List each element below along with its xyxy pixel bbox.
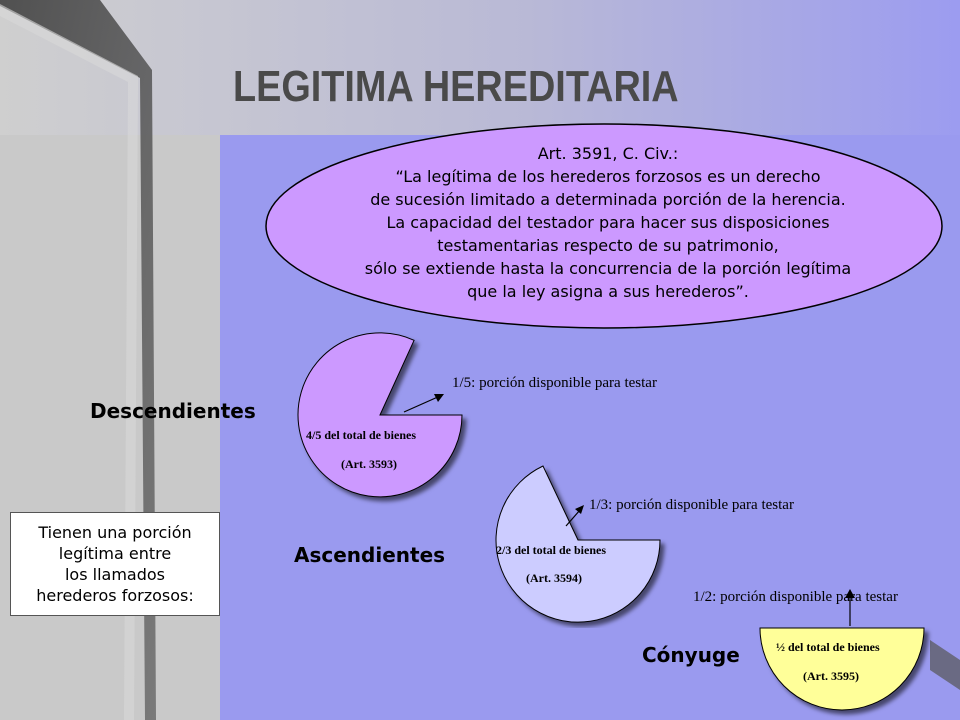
quote-line: “La legítima de los herederos forzosos es un derecho — [395, 167, 821, 186]
quote-line: que la ley asigna a sus herederos”. — [467, 282, 749, 301]
quote-line: Art. 3591, C. Civ.: — [537, 144, 679, 163]
ascendientes-heading: Ascendientes — [294, 543, 446, 567]
quote-line: testamentarias respecto de su patrimonio, — [437, 236, 779, 255]
descendientes-arrow-icon — [400, 388, 450, 418]
herederos-info-box — [10, 512, 220, 616]
ascendientes-article: (Art. 3594) — [526, 571, 582, 585]
quote-line: La capacidad del testador para hacer sus disposiciones — [386, 213, 830, 232]
quote-line: de sucesión limitado a determinada porción de la herencia. — [370, 190, 846, 209]
info-box-line: los llamados — [64, 565, 166, 584]
info-box-line: Tienen una porción — [38, 523, 192, 542]
ascendientes-inner-label: 2/3 del total de bienes — [496, 543, 606, 557]
conyuge-heading: Cónyuge — [642, 643, 740, 667]
quote-text — [270, 142, 946, 303]
descendientes-disponible-label: 1/5: porción disponible para testar — [452, 375, 657, 391]
conyuge-disponible-label: 1/2: porción disponible para testar — [693, 589, 898, 605]
ascendientes-disponible-label: 1/3: porción disponible para testar — [589, 497, 794, 513]
descendientes-heading: Descendientes — [90, 399, 256, 423]
quote-line: sólo se extiende hasta la concurrencia de la porción legítima — [364, 259, 852, 278]
conyuge-article: (Art. 3595) — [803, 669, 859, 683]
descendientes-pie — [290, 330, 490, 510]
slide-title: LEGITIMA HEREDITARIA — [232, 62, 679, 111]
ascendientes-arrow-icon — [560, 500, 590, 530]
descendientes-inner-label: 4/5 del total de bienes — [306, 428, 416, 442]
info-box-line: herederos forzosos: — [36, 586, 194, 605]
descendientes-article: (Art. 3593) — [341, 457, 397, 471]
conyuge-inner-label: ½ del total de bienes — [776, 640, 880, 654]
info-box-line: legítima entre — [58, 544, 172, 563]
